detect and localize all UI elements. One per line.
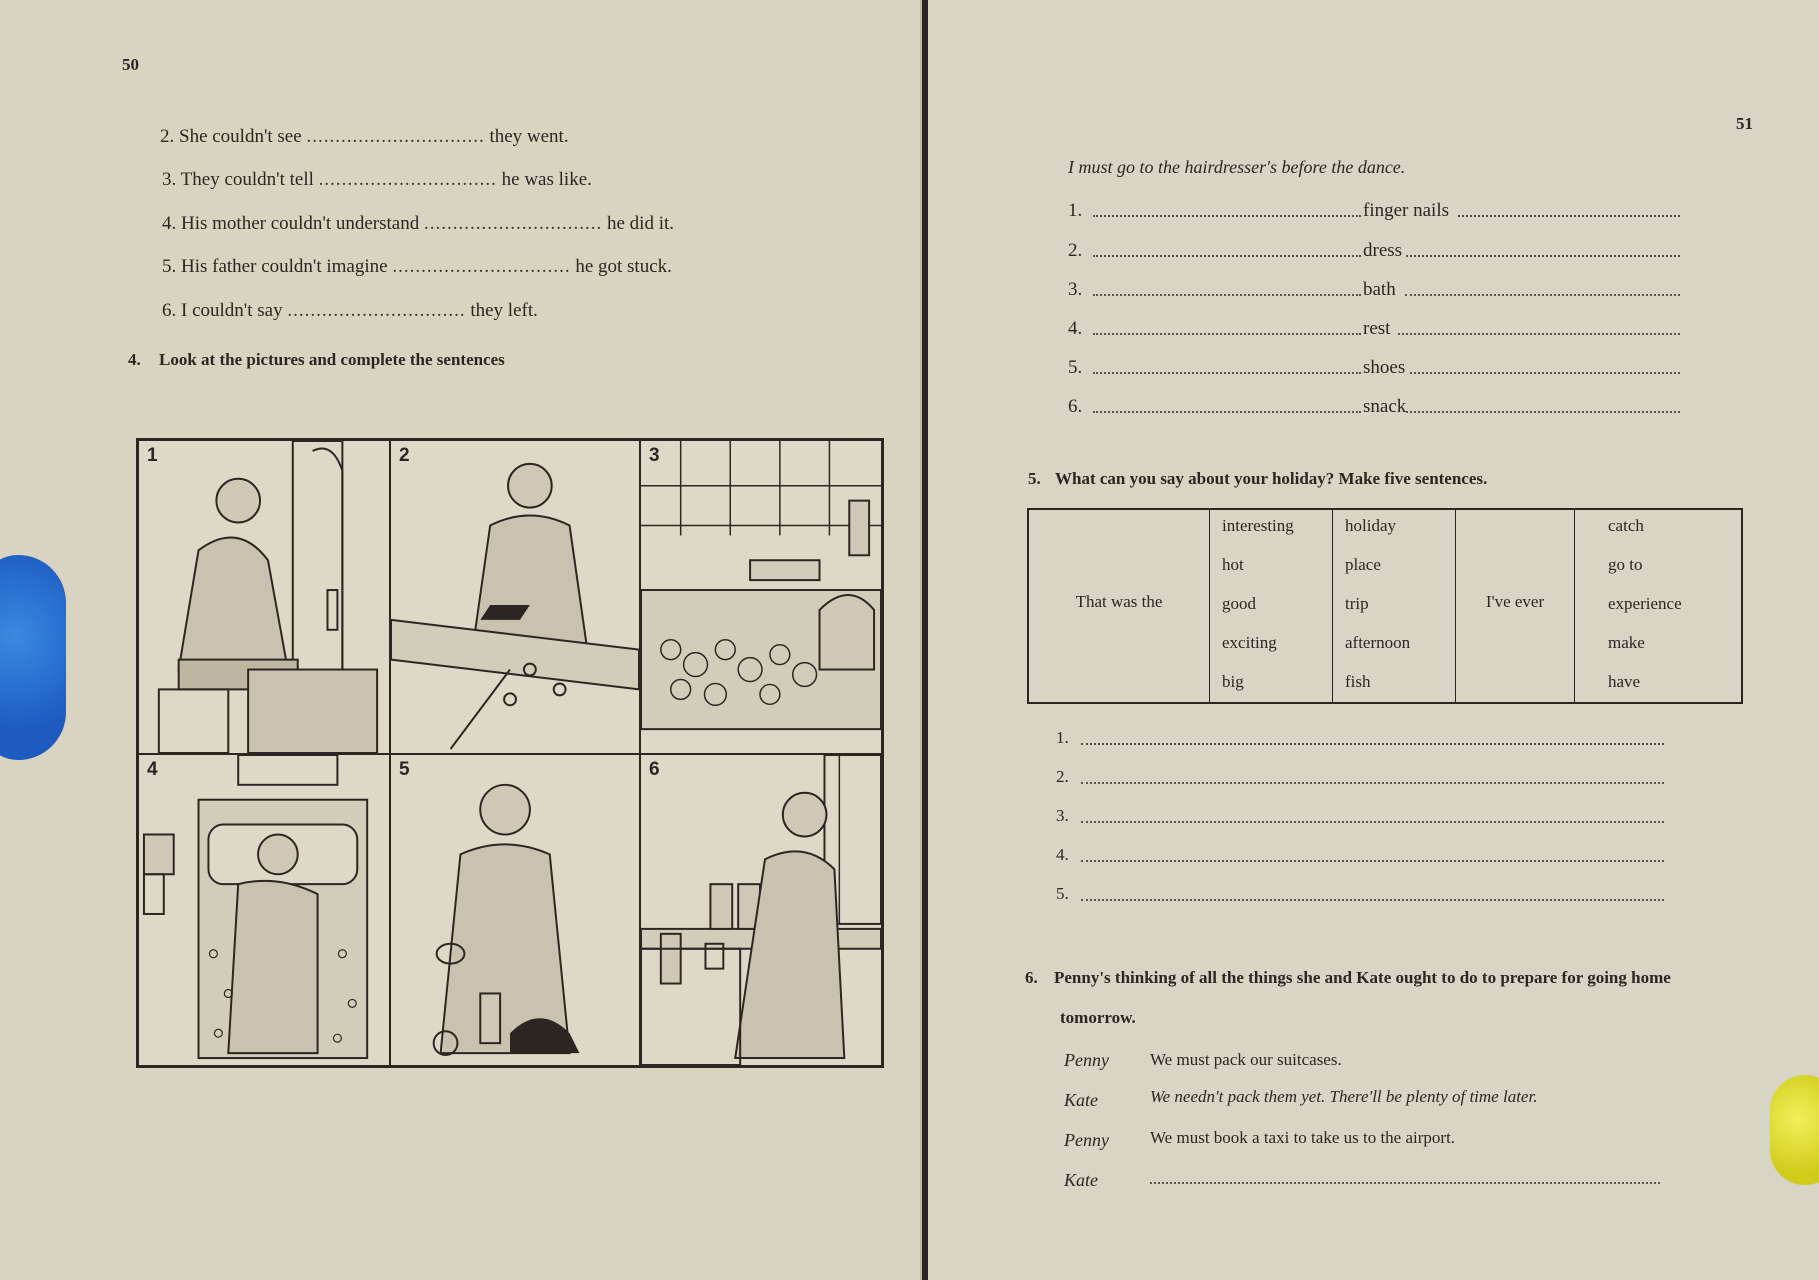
table-col-nouns: [1333, 510, 1456, 702]
picture-2: [390, 440, 640, 754]
table-word: place: [1345, 555, 1381, 574]
picture-number: 4: [147, 759, 158, 780]
woman-at-dressing-table-icon: [139, 441, 389, 753]
picture-grid: [136, 438, 884, 1068]
line-number: 4.: [1056, 845, 1069, 864]
line-number: 2.: [1056, 767, 1069, 786]
table-word: big: [1222, 672, 1244, 691]
dialogue-line: We must book a taxi to take us to the airport.: [1150, 1128, 1456, 1147]
fill-blank: ...............................: [318, 169, 497, 190]
picture-number: 6: [649, 759, 660, 780]
answer-item-number: 6.: [1068, 396, 1083, 417]
exercise-number: 6.: [1025, 968, 1038, 987]
table-word: interesting: [1222, 516, 1294, 535]
line-number: 3.: [1056, 806, 1069, 825]
table-word: hot: [1222, 555, 1244, 574]
table-word: fish: [1345, 672, 1371, 691]
woman-polishing-shoes-icon: [391, 755, 639, 1065]
item-after-text: they left.: [470, 300, 538, 321]
item-before-text: I couldn't say: [181, 300, 283, 321]
bath-with-bubbles-icon: [641, 441, 881, 753]
picture-5: [390, 754, 640, 1066]
exercise-title: What can you say about your holiday? Make five sentences.: [1055, 469, 1488, 488]
page-number-right: 51: [1736, 114, 1753, 133]
woman-ironing-icon: [391, 441, 639, 753]
exercise6-title-line2: tomorrow.: [1060, 1008, 1136, 1027]
exercise-number: 5.: [1028, 469, 1041, 488]
picture-number: 5: [399, 759, 410, 780]
table-phrase: That was the: [1075, 592, 1163, 611]
picture-number: 3: [649, 445, 660, 466]
exercise3-item: [162, 300, 538, 322]
speaker-kate: Kate: [1064, 1090, 1098, 1110]
answer-item-word: snack: [1363, 396, 1407, 417]
item-before-text: She couldn't see: [179, 126, 302, 147]
table-col-phrase1: [1029, 510, 1210, 702]
answer-item-number: 5.: [1068, 357, 1083, 378]
picture-1: [138, 440, 390, 754]
picture-6: [640, 754, 882, 1066]
substitution-table: [1027, 508, 1743, 704]
table-word: exciting: [1222, 633, 1277, 652]
woman-having-snack-icon: [641, 755, 881, 1065]
item-after-text: they went.: [489, 126, 569, 147]
answer-item-number: 2.: [1068, 240, 1083, 261]
fill-blank: ...............................: [306, 126, 485, 147]
answer-item-word: rest: [1363, 318, 1391, 339]
item-before-text: They couldn't tell: [180, 169, 314, 190]
table-word: afternoon: [1345, 633, 1411, 652]
item-number: 2.: [160, 126, 175, 147]
table-word: catch: [1608, 516, 1644, 535]
answer-item-word: finger nails: [1363, 200, 1450, 221]
dialogue-line: We needn't pack them yet. There'll be plenty of time later.: [1150, 1087, 1538, 1106]
table-word: make: [1608, 633, 1645, 652]
item-number: 6.: [162, 300, 177, 321]
example-sentence: I must go to the hairdresser's before the dance.: [1068, 157, 1406, 177]
answer-item-number: 3.: [1068, 279, 1083, 300]
picture-4: [138, 754, 390, 1066]
picture-3: [640, 440, 882, 754]
fill-blank: ...............................: [424, 213, 603, 234]
woman-resting-in-bed-icon: [139, 755, 389, 1065]
answer-item-number: 1.: [1068, 200, 1083, 221]
speaker-kate: Kate: [1064, 1170, 1098, 1190]
line-number: 5.: [1056, 884, 1069, 903]
exercise-number: 4.: [128, 350, 141, 369]
exercise5-heading: [1028, 469, 1487, 489]
table-col-adjectives: [1210, 510, 1333, 702]
exercise-title-line1: Penny's thinking of all the things she and Kate ought to do to prepare for going home: [1054, 968, 1671, 987]
item-number: 5.: [162, 256, 177, 277]
page-number-left: 50: [122, 55, 139, 74]
table-word: holiday: [1345, 516, 1396, 535]
answer-item-word: bath: [1363, 279, 1396, 300]
table-word: good: [1222, 594, 1256, 613]
table-word: have: [1608, 672, 1641, 691]
picture-number: 1: [147, 445, 158, 466]
dialogue-line: We must pack our suitcases.: [1150, 1050, 1342, 1069]
table-word: go to: [1608, 555, 1643, 574]
answer-item-word: dress: [1363, 240, 1403, 261]
picture-number: 2: [399, 445, 410, 466]
blue-clip-object: [0, 555, 66, 760]
exercise4-heading: [128, 350, 505, 370]
exercise3-item: [162, 256, 672, 278]
table-col-phrase2: [1456, 510, 1575, 702]
table-word: trip: [1345, 594, 1369, 613]
item-after-text: he was like.: [501, 169, 592, 190]
fill-blank: ...............................: [392, 256, 571, 277]
table-word: experience: [1608, 594, 1682, 613]
exercise-title: Look at the pictures and complete the sentences: [159, 350, 505, 369]
right-page: [928, 0, 1819, 1280]
speaker-penny: Penny: [1064, 1050, 1109, 1070]
item-number: 3.: [162, 169, 177, 190]
exercise3-item: [160, 126, 569, 148]
item-after-text: he got stuck.: [575, 256, 672, 277]
table-phrase: I've ever: [1485, 592, 1545, 611]
item-number: 4.: [162, 213, 177, 234]
answer-item-word: shoes: [1363, 357, 1406, 378]
line-number: 1.: [1056, 728, 1069, 747]
item-after-text: he did it.: [607, 213, 675, 234]
item-before-text: His mother couldn't understand: [181, 213, 420, 234]
fill-blank: ...............................: [287, 300, 466, 321]
exercise3-item: [162, 213, 674, 235]
item-before-text: His father couldn't imagine: [181, 256, 388, 277]
answer-item-number: 4.: [1068, 318, 1083, 339]
table-col-verbs: [1575, 510, 1741, 702]
yellow-clip-object: [1770, 1075, 1819, 1185]
dialogue-answer-line: [1150, 1182, 1660, 1184]
exercise6-heading: [1025, 968, 1671, 988]
speaker-penny: Penny: [1064, 1130, 1109, 1150]
exercise3-item: [162, 169, 592, 191]
